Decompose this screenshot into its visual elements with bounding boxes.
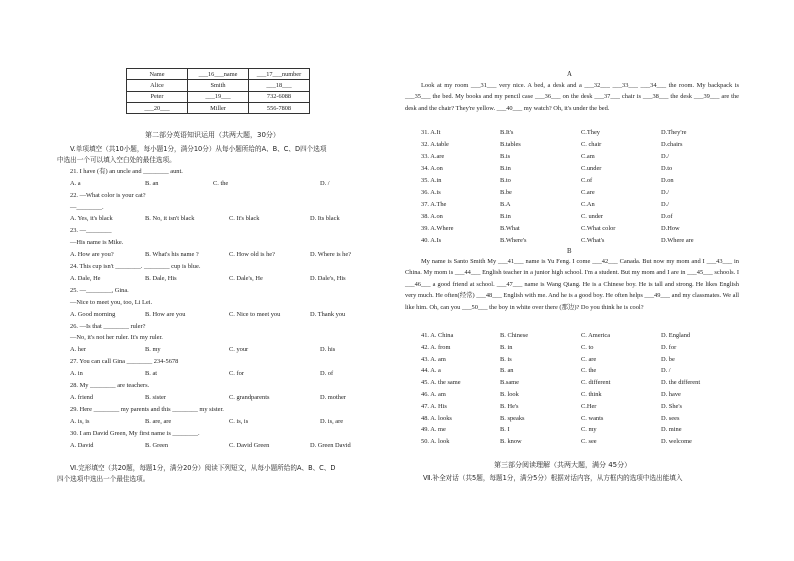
option[interactable]: B. speaks [500,414,525,422]
option[interactable]: D. England [661,332,691,339]
option[interactable]: C. for [229,370,244,377]
info-table [126,68,310,114]
option[interactable]: B. is [500,355,512,363]
option[interactable]: D.Where are [661,237,694,244]
option[interactable]: C.under [581,165,602,172]
question-option-row[interactable]: 31. A.It [421,129,441,136]
option[interactable]: A. Dale, He [70,275,101,282]
question-option-row[interactable]: 48. A. looks [421,414,452,422]
option[interactable]: C. wants [581,414,604,422]
option[interactable]: D. Where is he? [310,251,352,258]
option[interactable]: B. an [145,180,159,187]
table-cell: ___18___ [249,80,310,91]
option[interactable]: C.They [581,129,600,136]
option[interactable]: B. know [500,438,522,446]
table-cell: ___16___name [188,69,249,80]
question-option-row[interactable]: 40. A.Is [421,237,442,244]
section5-instruction-2: 中选出一个可以填入空白处的最佳选项。 [57,156,176,164]
question-option-row[interactable]: 43. A. am [421,355,446,363]
option[interactable]: B.tables [500,141,521,148]
table-cell: Miller [188,102,249,113]
option[interactable]: C.An [581,201,595,208]
option[interactable]: C.Her [581,402,597,410]
option[interactable]: D. mother [320,394,346,401]
option[interactable]: D. his [320,346,336,353]
table-cell: ___20___ [127,102,188,113]
question-23-line: —His name is Mike. [70,239,124,246]
option[interactable]: B.be [500,189,512,196]
option[interactable]: D. the different [661,379,701,387]
option[interactable]: D. / [661,367,671,375]
option[interactable]: D.on [661,177,674,184]
option[interactable]: D. Thank you [310,311,346,318]
table-cell: Name [127,69,188,80]
option[interactable]: B. in [500,343,513,351]
question-option-row[interactable]: 45. A. the same [421,379,461,387]
table-row [127,80,310,91]
option[interactable]: C. the [213,180,229,187]
option[interactable]: B.in [500,165,511,172]
question-option-row[interactable]: 34. A.on [421,165,443,172]
option[interactable]: C. It's black [229,215,260,222]
table-row [127,102,310,113]
question-option-row[interactable]: 44. A. a [421,367,441,375]
option[interactable]: A. friend [70,394,94,401]
option[interactable]: A. a [70,180,81,187]
option[interactable]: B.same [500,379,519,387]
option[interactable]: C. different [581,379,611,387]
option[interactable]: C. America [581,332,611,339]
option[interactable]: D. Its black [310,215,340,222]
option[interactable]: D. be [661,355,675,363]
option[interactable]: C. are [581,355,597,363]
option[interactable]: C.What's [581,237,605,244]
table-cell: Alice [127,80,188,91]
passage-a-label: A [567,71,572,78]
option[interactable]: C. the [581,367,597,375]
question-option-row[interactable]: 41. A. China [421,332,454,339]
question-option-row[interactable]: 49. A. me [421,426,446,434]
option[interactable]: B.A [500,201,511,208]
section5-instruction: V.单项填空（共10小题，每小题1分，满分10分）从每小题所给的A、B、C、D四个选项 [70,145,327,153]
option[interactable]: C. grandparents [229,394,270,401]
option[interactable]: B.to [500,177,511,184]
option[interactable]: B. are, are [145,418,172,425]
option[interactable]: D. for [661,343,677,351]
question-25-line: —Nice to meet you, too, Li Lei. [70,299,153,306]
passage-b-label: B [567,248,572,255]
option[interactable]: B. Chinese [500,332,529,339]
part2-title: 第二部分英语知识运用（共两大题，30分） [145,131,280,139]
question-option-row[interactable]: 47. A. His [421,402,447,410]
question-option-row[interactable]: 39. A.Where [421,225,454,232]
question-25: 25. —________, Gina. [70,287,129,294]
option[interactable]: D. Green David [310,442,351,449]
table-cell: Smith [188,80,249,91]
option[interactable]: B.It's [500,129,514,136]
option[interactable]: B. my [145,346,161,353]
table-cell: 556-7808 [249,102,310,113]
option[interactable]: B. I [500,426,510,434]
option[interactable]: B.Where's [500,237,527,244]
section6-instruction: Ⅵ.完形填空（共20题，每题1分，满分20分）阅读下列短文，从每小题所给的A、B、C、D [70,464,336,472]
option[interactable]: D.They're [661,129,687,136]
question-28: 28. My ________ are teachers. [70,382,150,389]
option[interactable]: C.are [581,189,595,196]
option[interactable]: D. She's [661,402,683,410]
option[interactable]: B. What's his name ? [145,251,199,258]
option[interactable]: D./ [661,189,669,196]
table-row [127,91,310,102]
question-option-row[interactable]: 50. A. look [421,438,450,446]
question-23: 23. —________ [70,227,112,234]
option[interactable]: C. chair [581,141,602,148]
question-24: 24. This cup isn't ________. ________ cup is blue. [70,263,201,270]
option[interactable]: B.in [500,213,511,220]
option[interactable]: A. David [70,442,94,449]
option[interactable]: A. How are you? [70,251,114,258]
option[interactable]: C. under [581,213,604,220]
option[interactable]: D. / [320,180,330,187]
question-22-line: —________. [70,204,104,211]
question-option-row[interactable]: 32. A.table [421,141,449,148]
option[interactable]: D.of [661,213,673,220]
question-option-row[interactable]: 33. A.are [421,153,445,160]
option[interactable]: C. Nice to meet you [229,311,281,318]
option[interactable]: D.to [661,165,673,172]
option[interactable]: D. is, are [320,418,344,425]
passage-a-text: Look at my room ___31___ very nice. A bed, a desk and a ___32___ ___33___ ___34___ the room. My backpack is ___35___ the bed. My books and my pencil case ___36___ on the desk ___37___ chair is ___38___ the desk ___39___ are the desk and the chair? They're yellow. ___40___ my watch? Oh, it's under the bed. [405,82,739,112]
option[interactable]: C. Dale's, He [229,275,263,282]
question-option-row[interactable]: 37. A.The [421,201,447,208]
option[interactable]: C. David Green [229,442,270,449]
option[interactable]: B. an [500,367,514,375]
question-21: 21. I have (有) an uncle and ________ aunt. [70,168,183,175]
question-option-row[interactable]: 46. A. am [421,391,446,398]
option[interactable]: B. Dale, His [145,275,177,282]
table-cell: Peter [127,91,188,102]
option[interactable]: D. of [320,370,334,377]
option[interactable]: D./ [661,153,669,160]
question-22: 22. —What color is your cat? [70,192,146,199]
option[interactable]: A. is, is [70,418,90,425]
option[interactable]: B. look [500,391,519,398]
option[interactable]: D.How [661,225,680,232]
option[interactable]: D.chairs [661,141,683,148]
question-option-row[interactable]: 42. A. from [421,343,451,351]
question-30: 30. I am David Green, My first name is ________. [70,430,200,437]
option[interactable]: A. in [70,370,83,377]
option[interactable]: D. welcome [661,438,692,446]
option[interactable]: B. He's [500,402,519,410]
table-cell: 732-6088 [249,91,310,102]
option[interactable]: A. Yes, it's black [70,215,113,222]
question-26-line: —No, it's not her ruler. It's my ruler. [70,334,163,341]
option[interactable]: C. my [581,426,597,434]
option[interactable]: D. Dale's, His [310,275,346,282]
option[interactable]: C.of [581,177,593,184]
table-cell: ___17___number [249,69,310,80]
option[interactable]: C.What color [581,225,616,232]
option[interactable]: A. her [70,346,86,353]
table-cell: ___19___ [188,91,249,102]
option[interactable]: D. sees [661,414,680,422]
question-option-row[interactable]: 36. A.is [421,189,441,196]
section6-instruction-2: 四个选项中选出一个最佳选项。 [57,475,150,483]
option[interactable]: C. your [229,346,249,353]
option[interactable]: B. sister [145,394,166,401]
option[interactable]: B. at [145,370,158,377]
question-26: 26. —Is that ________ ruler? [70,323,146,330]
question-option-row[interactable]: 38. A.on [421,213,443,220]
question-27: 27. You can call Gina ________ 234-5678 [70,358,179,365]
option[interactable]: C. to [581,343,594,351]
option[interactable]: B. No, it isn't black [145,215,195,222]
option[interactable]: B.is [500,153,511,160]
question-29: 29. Here ________ my parents and this ________ my sister. [70,406,224,413]
option[interactable]: B. How are you [145,311,186,318]
question-option-row[interactable]: 35. A.in [421,177,442,184]
option[interactable]: C. How old is he? [229,251,275,258]
table-row [127,69,310,80]
option[interactable]: D. have [661,391,681,398]
option[interactable]: B.What [500,225,520,232]
option[interactable]: C. see [581,438,597,446]
option[interactable]: D./ [661,201,669,208]
option[interactable]: C. is, is [229,418,249,425]
section7-instruction: Ⅶ.补全对话（共5题，每题1分，满分5分）根据对话内容，从方框内的选项中选出能填入 [423,474,683,482]
passage-b-text: My name is Santo Smith My ___41___ name is Yu Feng. I come ___42___ Canada. But now my mom and I ___43___ in China. My mom is ___44___ English teacher in a junior high school. I'm a student. But my mom and I are in ___45___ schools. I ___46___ a good friend at school. ___47___ name is Wang Qiang. He is a Chinese boy. He is tall and strong. He likes English very much. He often(经常) ___48___ English with me. And he is a good boy. He often helps ___49___ and my classmates. We all like him. Oh, can you ___50___ the boy in white over there (那边)? Do you think he is cool? [405,258,739,311]
part3-title: 第三部分阅读理解（共两大题，满分 45分） [494,461,632,469]
option[interactable]: C. think [581,391,602,398]
option[interactable]: B. Green [145,442,169,449]
option[interactable]: D. mine [661,426,682,434]
option[interactable]: C.am [581,153,595,160]
option[interactable]: A. Good morning [70,311,116,318]
